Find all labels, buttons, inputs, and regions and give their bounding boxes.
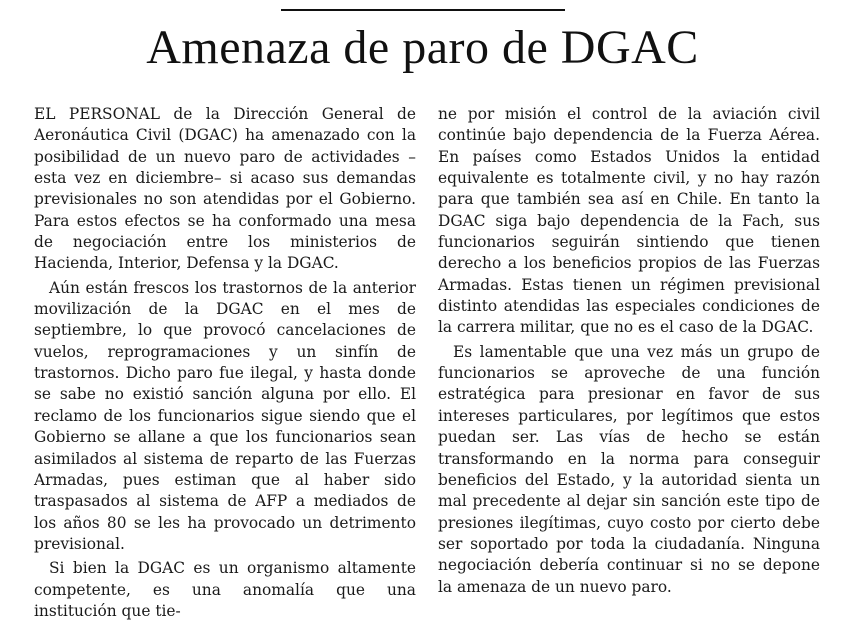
paragraph-2: Aún están frescos los trastornos de la anterior movilización de la DGAC en el mes de septiembre, lo que provocó cancelaciones de vuelos, reprogramaciones y un sinfín de trastornos. Dicho paro fue ilegal, y hasta donde se sabe no existió sanción alguna por ello. El reclamo de los funcionarios sigue siendo que el Gobierno se allane a que los funcionarios sean asimilados al sistema de reparto de las Fuerzas Armadas, pues estiman que al haber sido traspasados al sistema de AFP a mediados de los años 80 se les ha provocado un detrimento previsional. [34, 278, 416, 553]
headline: Amenaza de paro de DGAC [146, 21, 699, 74]
lead-in: EL PERSONAL [34, 105, 160, 123]
paragraph-3-end: ne por misión el control de la aviación civil continúe bajo dependencia de la Fuerza Aérea. En países como Estados Unidos la entidad equivalente es totalmente civil, y no hay razón para que también sea así en Chile. En tanto la DGAC siga bajo dependencia de la Fach, sus funcionarios seguirán sintiendo que tienen derecho a los beneficios propios de las Fuerzas Armadas. Estas tienen un régimen previsional distinto atendidas las especiales condiciones de la carrera militar, que no es el caso de la DGAC. [438, 105, 820, 337]
paragraph-3-start: Si bien la DGAC es un organismo altamente competente, es una anomalía que una institución que tie- [34, 559, 416, 620]
paragraph-1 [34, 104, 416, 275]
top-rule [281, 9, 565, 11]
paragraph-4: Es lamentable que una vez más un grupo de funcionarios se aproveche de una función estratégica para presionar en favor de sus intereses particulares, por legítimos que estos puedan ser. Las vías de hecho se están transformando en la norma para conseguir beneficios del Estado, y la autoridad sienta un mal precedente al dejar sin sanción este tipo de presiones ilegítimas, cuyo costo por cierto debe ser soportado por toda la ciudadanía. Ninguna negociación debería continuar si no se depone la amenaza de un nuevo paro. [438, 342, 820, 596]
paragraph-1-text: de la Dirección General de Aeronáutica Civil (DGAC) ha amenazado con la posibilidad de un nuevo paro de actividades –esta vez en diciembre– si acaso sus demandas previsionales no son atendidas por el Gobierno. Para estos efectos se ha conformado una mesa de negociación entre los ministerios de Hacienda, Interior, Defensa y la DGAC. [34, 105, 416, 273]
article-column-left [34, 104, 416, 622]
article-column-right [438, 104, 820, 598]
